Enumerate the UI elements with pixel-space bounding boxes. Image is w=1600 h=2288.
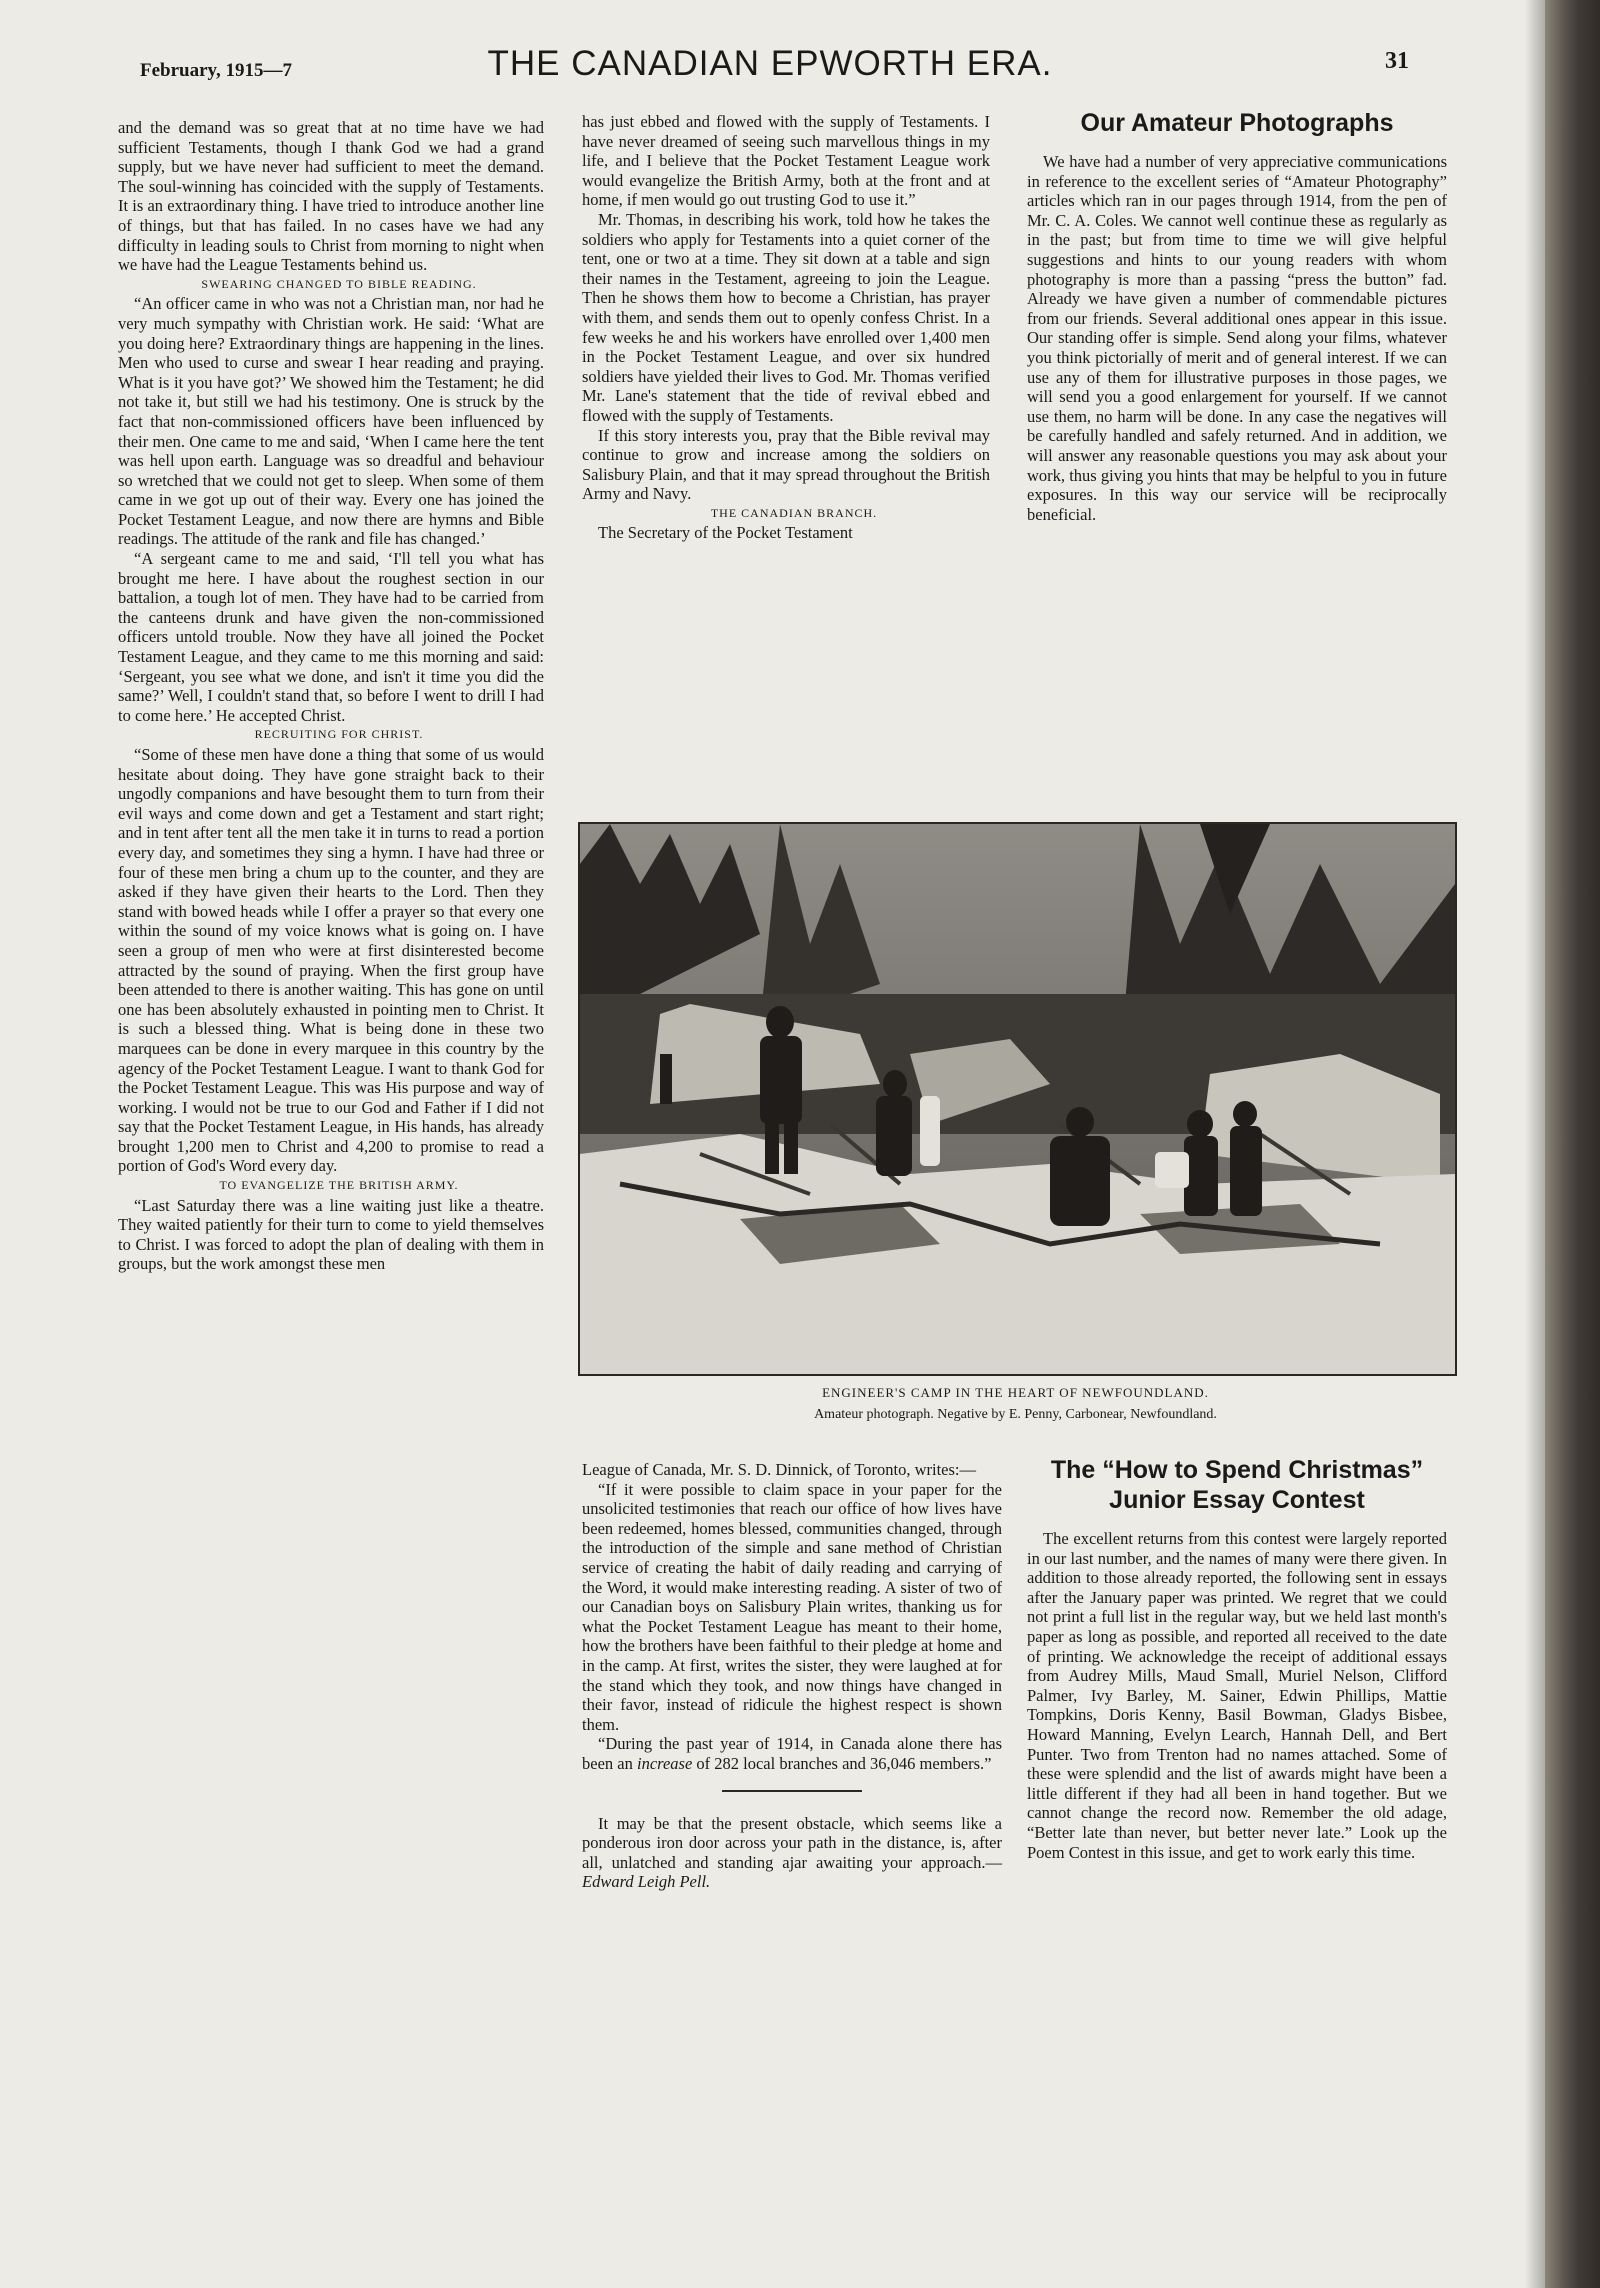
camp-photograph xyxy=(578,822,1457,1376)
paragraph: “If it were possible to claim space in your paper for the unsolicited testimonies that reach our office of how lives have been redeemed, homes blessed, communities changed, through the introduction of the simple and sane method of Christian service of creating the habit of daily reading and carrying of the Word, it would make interesting reading. A sister of two of our Canadian boys on Salisbury Plain writes, thanking us for what the Pocket Testament League has meant to their home, how the brothers have been faithful to their pledge at home and in the camp. At first, writes the sister, they were laughed at for the stand which they took, and now things have changed in their favor, instead of ridicule the highest respect is shown them. xyxy=(582,1479,1002,1734)
quote-author: Edward Leigh Pell. xyxy=(582,1872,711,1892)
column-right-lower xyxy=(1027,1455,1447,1862)
subheading: TO EVANGELIZE THE BRITISH ARMY. xyxy=(219,1178,459,1193)
paragraph: League of Canada, Mr. S. D. Dinnick, of Toronto, writes:— xyxy=(582,1460,977,1479)
quotation xyxy=(582,1814,1002,1892)
article-heading: Our Amateur Photographs xyxy=(1080,109,1394,137)
paragraph: Mr. Thomas, in describing his work, told how he takes the soldiers who apply for Testaments into a quiet corner of the tent, one or two at a time. They sit down at a table and sign their names in the Testament, agreeing to join the League. Then he shows them how to become a Christian, has prayer with them, and sends them out to openly confess Christ. In a few weeks he and his workers have enrolled over 1,400 men in the Pocket Testament League, and over six hundred soldiers have yielded their lives to God. Mr. Thomas verified Mr. Lane's statement that the tide of revival ebbed and flowed with the supply of Testaments. xyxy=(582,209,990,425)
column-middle-lower xyxy=(582,1460,1002,1892)
quote-text: It may be that the present obstacle, which seems like a ponderous iron door across your path in the distance, is, after all, unlatched and standing ajar awaiting your approach.— xyxy=(582,1813,1002,1872)
photo-credit: Amateur photograph. Negative by E. Penny, Carbonear, Newfoundland. xyxy=(814,1407,1217,1422)
paragraph xyxy=(582,1734,1002,1773)
page-number: 31 xyxy=(1385,48,1409,74)
column-middle xyxy=(582,112,990,543)
column-left xyxy=(118,118,544,1274)
paragraph: The excellent returns from this contest were largely reported in our last number, and the names of many were there given. In addition to those already reported, the following sent in essays after the January paper was printed. We regret that we could not print a full list in the regular way, but we held last month's paper as long as possible, and reported all received to the date of printing. We acknowledge the receipt of additional essays from Audrey Mills, Maud Small, Muriel Nelson, Clifford Palmer, Ivy Barley, M. Sainer, Edwin Phillips, Mattie Tompkins, Doris Kenny, Basil Bowman, Gladys Bisbee, Howard Manning, Evelyn Learch, Hannah Dell, and Bert Punter. Two from Trenton had no names attached. Some of these were splendid and the list of awards might have been a little different if they had all been in hand together. But we cannot change the record now. Remember the old adage, “Better late than never, but better never late.” Look up the Poem Contest in this issue, and get to work early this time. xyxy=(1027,1529,1447,1862)
article-heading: The “How to Spend Christmas” Junior Essay Contest xyxy=(1050,1456,1424,1514)
photo-caption: ENGINEER'S CAMP IN THE HEART OF NEWFOUNDLAND. xyxy=(822,1385,1209,1400)
paragraph: The Secretary of the Pocket Testament xyxy=(598,523,853,543)
magazine-title: THE CANADIAN EPWORTH ERA. xyxy=(487,44,1053,83)
page-shadow xyxy=(1525,0,1545,2288)
subheading: RECRUITING FOR CHRIST. xyxy=(254,727,424,742)
emphasis: increase xyxy=(636,1753,693,1773)
paragraph: “Some of these men have done a thing that some of us would hesitate about doing. They have gone straight back to their ungodly companions and have besought them to turn from their evil ways and come down and get a Testament and start right; and in tent after tent all the men take it in turns to read a portion every day, and sometimes they sing a hymn. I have had three or four of these men bring a chum up to the counter, and they are asked if they have given their hearts to the Lord. Then they stand with bowed heads while I offer a prayer so that every one within the sound of my voice knows what is going on. I have seen a group of men who were at first disinterested become attracted by the sound of praying. When the first group have been attended to there is another waiting. This has gone on until one has been absolutely exhausted in pointing men to Christ. It is such a blessed thing. What is being done in these two marquees can be done in every marquee in this country by the agency of the Pocket Testament League. I want to thank God for the Pocket Testament League. This was His purpose and way of working. I would not be true to our God and Father if I did not say that the Pocket Testament League, in His hands, has already brought 1,200 men to Christ and 4,200 to promise to read a portion of God's Word every day. xyxy=(118,745,544,1176)
book-edge xyxy=(1545,0,1600,2288)
photo-image xyxy=(580,824,1455,1374)
paragraph: If this story interests you, pray that the Bible revival may continue to grow and increase among the soldiers on Salisbury Plain, and that it may spread throughout the British Army and Navy. xyxy=(582,425,990,504)
subheading: THE CANADIAN BRANCH. xyxy=(710,505,878,520)
divider-rule xyxy=(722,1790,862,1792)
paragraph: “A sergeant came to me and said, ‘I'll tell you what has brought me here. I have about the roughest section in our battalion, a tough lot of men. They have had to be carried from the canteens drunk and have given the non-commissioned officers untold trouble. Now they have all joined the Pocket Testament League, and they came to me this morning and said: ‘Sergeant, you see what we done, and isn't it time you did the same?’ Well, I couldn't stand that, so before I went to drill I had to come here.’ He accepted Christ. xyxy=(118,549,544,725)
paragraph: and the demand was so great that at no time have we had sufficient Testaments, though I thank God we had a grand supply, but we have never had sufficient to meet the demand. The soul-winning has coincided with the supply of Testaments. It is an extraordinary thing. I have tried to introduce another line of things, but that has failed. In no cases have we had any difficulty in leading souls to Christ from morning to night when we have had the League Testaments behind us. xyxy=(118,118,544,275)
text-run: of 282 local branches and 36,046 members.” xyxy=(692,1753,992,1773)
subheading: SWEARING CHANGED TO BIBLE READING. xyxy=(201,276,477,291)
photo-caption-block xyxy=(578,1385,1453,1423)
text-run: “During the past year of 1914, in Canada alone there has been an xyxy=(582,1734,1002,1773)
paragraph: “An officer came in who was not a Christian man, nor had he very much sympathy with Christian work. He said: ‘What are you doing here? Extraordinary things are happening in the lines. Men who used to curse and swear I hear reading and praying. What is it you have got?’ We showed him the Testament; he did not take it, but still we had his testimony. One is struck by the fact that non-commissioned officers have been influenced by their men. One came to me and said, ‘When I came here the tent was hell upon earth. Language was so dreadful and behaviour so wretched that we could not get to sleep. When some of them came in we got up out of their way. Every one has joined the Pocket Testament League, and now there are hymns and Bible readings. The attitude of the rank and file has changed.’ xyxy=(118,294,544,549)
paragraph: has just ebbed and flowed with the supply of Testaments. I have never dreamed of seeing such marvellous things in my life, and I believe that the Pocket Testament League work would evangelize the British Army, both at the front and at home, if men would go out trusting God to use it.” xyxy=(582,112,990,210)
paragraph: “Last Saturday there was a line waiting just like a theatre. They waited patiently for their turn to come to yield themselves to Christ. I was forced to adopt the plan of dealing with them in groups, but the work amongst these men xyxy=(118,1195,544,1274)
issue-date: February, 1915—7 xyxy=(140,60,292,81)
column-right xyxy=(1027,108,1447,524)
paragraph: We have had a number of very appreciative communications in reference to the excellent series of “Amateur Photography” articles which ran in our pages through 1914, from the pen of Mr. C. A. Coles. We cannot well continue these as regularly as in the past; but from time to time we will give helpful suggestions and hints to our young readers with whom photography is more than a passing “press the button” fad. Already we have given a number of commendable pictures from our friends. Several additional ones appear in this issue. Our standing offer is simple. Send along your films, whatever you think pictorially of merit and of general interest. If we can use any of them for illustrative purposes in those pages, we will send you a good enlargement for yourself. If we cannot use them, no harm will be done. In any case the negatives will be carefully handled and safely returned. And in addition, we will answer any reasonable questions you may ask about your work, thus giving you hints that may be helpful to you in future exposures. In this way our service will be reciprocally beneficial. xyxy=(1027,152,1447,524)
